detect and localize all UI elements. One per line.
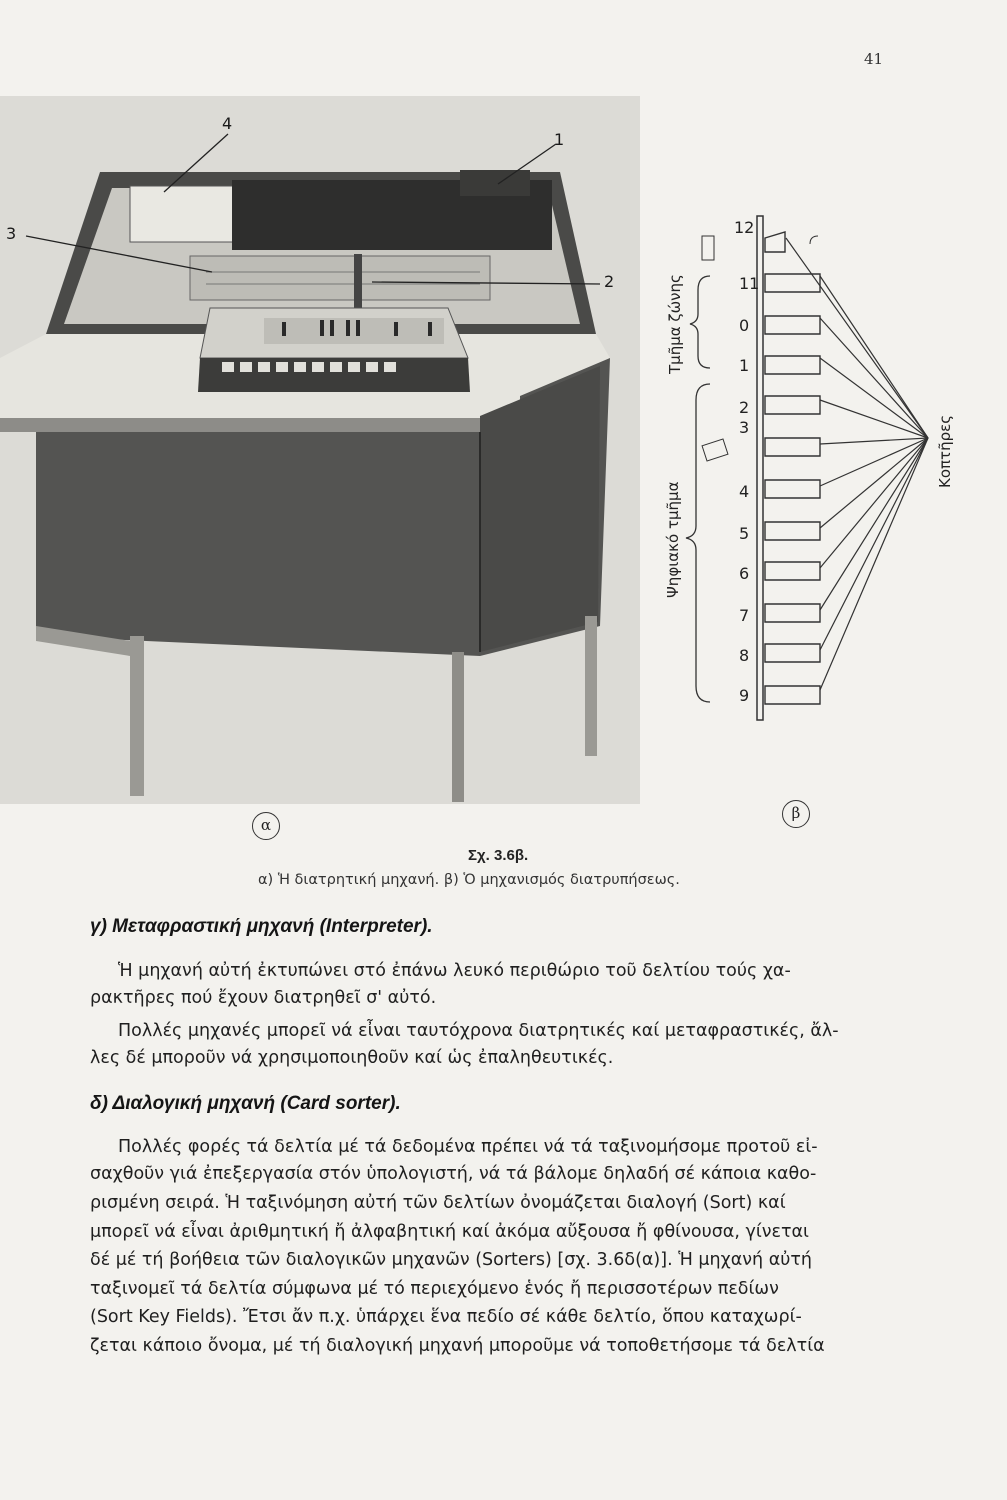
paragraph-line: (Sort Key Fields). Ἔτσι ἄν π.χ. ὑπάρχει ἕνα πεδίο σέ κάθε δελτίο, ὅπου καταχωρί- [90, 1307, 802, 1327]
punch-machine-illustration [0, 96, 640, 804]
row-number: 3 [739, 418, 750, 437]
row-number: 1 [739, 356, 750, 375]
row-number: 12 [734, 218, 755, 237]
panel-label-a: α [252, 812, 280, 840]
row-number: 0 [739, 316, 750, 335]
row-number: 2 [739, 398, 750, 417]
figure-caption: α) Ἡ διατρητική μηχανή. β) Ὁ μηχανισμός διατρυπήσεως. [258, 872, 680, 888]
paragraph-line: ζεται κάποιο ὄνομα, μέ τή διαλογική μηχανή μποροῦμε νά τοποθετήσομε τά δελτία [90, 1336, 825, 1356]
paragraph-line: ρακτῆρες πού ἔχουν διατρηθεῖ σ' αὐτό. [90, 988, 437, 1008]
page-number: 41 [864, 50, 884, 68]
row-number: 7 [739, 606, 750, 625]
section-heading-card-sorter: δ) Διαλογική μηχανή (Card sorter). [90, 1093, 401, 1114]
figure-number: Σχ. 3.6β. [468, 847, 529, 864]
callout-4: 4 [222, 114, 233, 133]
punch-machine-photo [0, 96, 640, 804]
row-number: 11 [739, 274, 760, 293]
paragraph-line: λες δέ μποροῦν νά χρησιμοποιηθοῦν καί ὡς ἐπαληθευτικές. [90, 1048, 614, 1068]
paragraph-line: δέ μέ τή βοήθεια τῶν διαλογικῶν μηχανῶν (Sorters) [σχ. 3.6δ(α)]. Ἡ μηχανή αὐτή [90, 1250, 812, 1270]
punch-mechanism-diagram [640, 196, 1007, 736]
callout-2: 2 [604, 272, 615, 291]
row-number: 9 [739, 686, 750, 705]
panel-label-b: β [782, 800, 810, 828]
paragraph-line: Πολλές φορές τά δελτία μέ τά δεδομένα πρέπει νά τά ταξινομήσομε προτοῦ εἰ- [118, 1137, 818, 1157]
punches-label: Κοπτῆρες [936, 414, 954, 488]
zone-section-label: Τμῆμα ζώνης [666, 274, 684, 374]
section-heading-interpreter: γ) Μεταφραστική μηχανή (Interpreter). [90, 916, 433, 937]
numeric-section-label: Ψηφιακό τμῆμα [664, 481, 682, 598]
paragraph-line: μπορεῖ νά εἶναι ἀριθμητική ἤ ἀλφαβητική καί ἀκόμα αὔξουσα ἤ φθίνουσα, γίνεται [90, 1222, 809, 1242]
row-number: 5 [739, 524, 750, 543]
callout-1: 1 [554, 130, 565, 149]
row-number: 8 [739, 646, 750, 665]
row-number: 6 [739, 564, 750, 583]
paragraph-line: ρισμένη σειρά. Ἡ ταξινόμηση αὐτή τῶν δελτίων ὀνομάζεται διαλογή (Sort) καί [90, 1193, 786, 1213]
paragraph-line: σαχθοῦν γιά ἐπεξεργασία στόν ὑπολογιστή, νά τά βάλομε δηλαδή σέ κάποια καθο- [90, 1164, 817, 1184]
callout-3: 3 [6, 224, 17, 243]
paragraph-line: Πολλές μηχανές μπορεῖ νά εἶναι ταυτόχρονα διατρητικές καί μεταφραστικές, ἄλ- [118, 1021, 839, 1041]
paragraph-line: Ἡ μηχανή αὐτή ἐκτυπώνει στό ἐπάνω λευκό περιθώριο τοῦ δελτίου τούς χα- [118, 961, 791, 981]
paragraph-line: ταξινομεῖ τά δελτία σύμφωνα μέ τό περιεχόμενο ἑνός ἤ περισσοτέρων πεδίων [90, 1279, 779, 1299]
row-number: 4 [739, 482, 750, 501]
